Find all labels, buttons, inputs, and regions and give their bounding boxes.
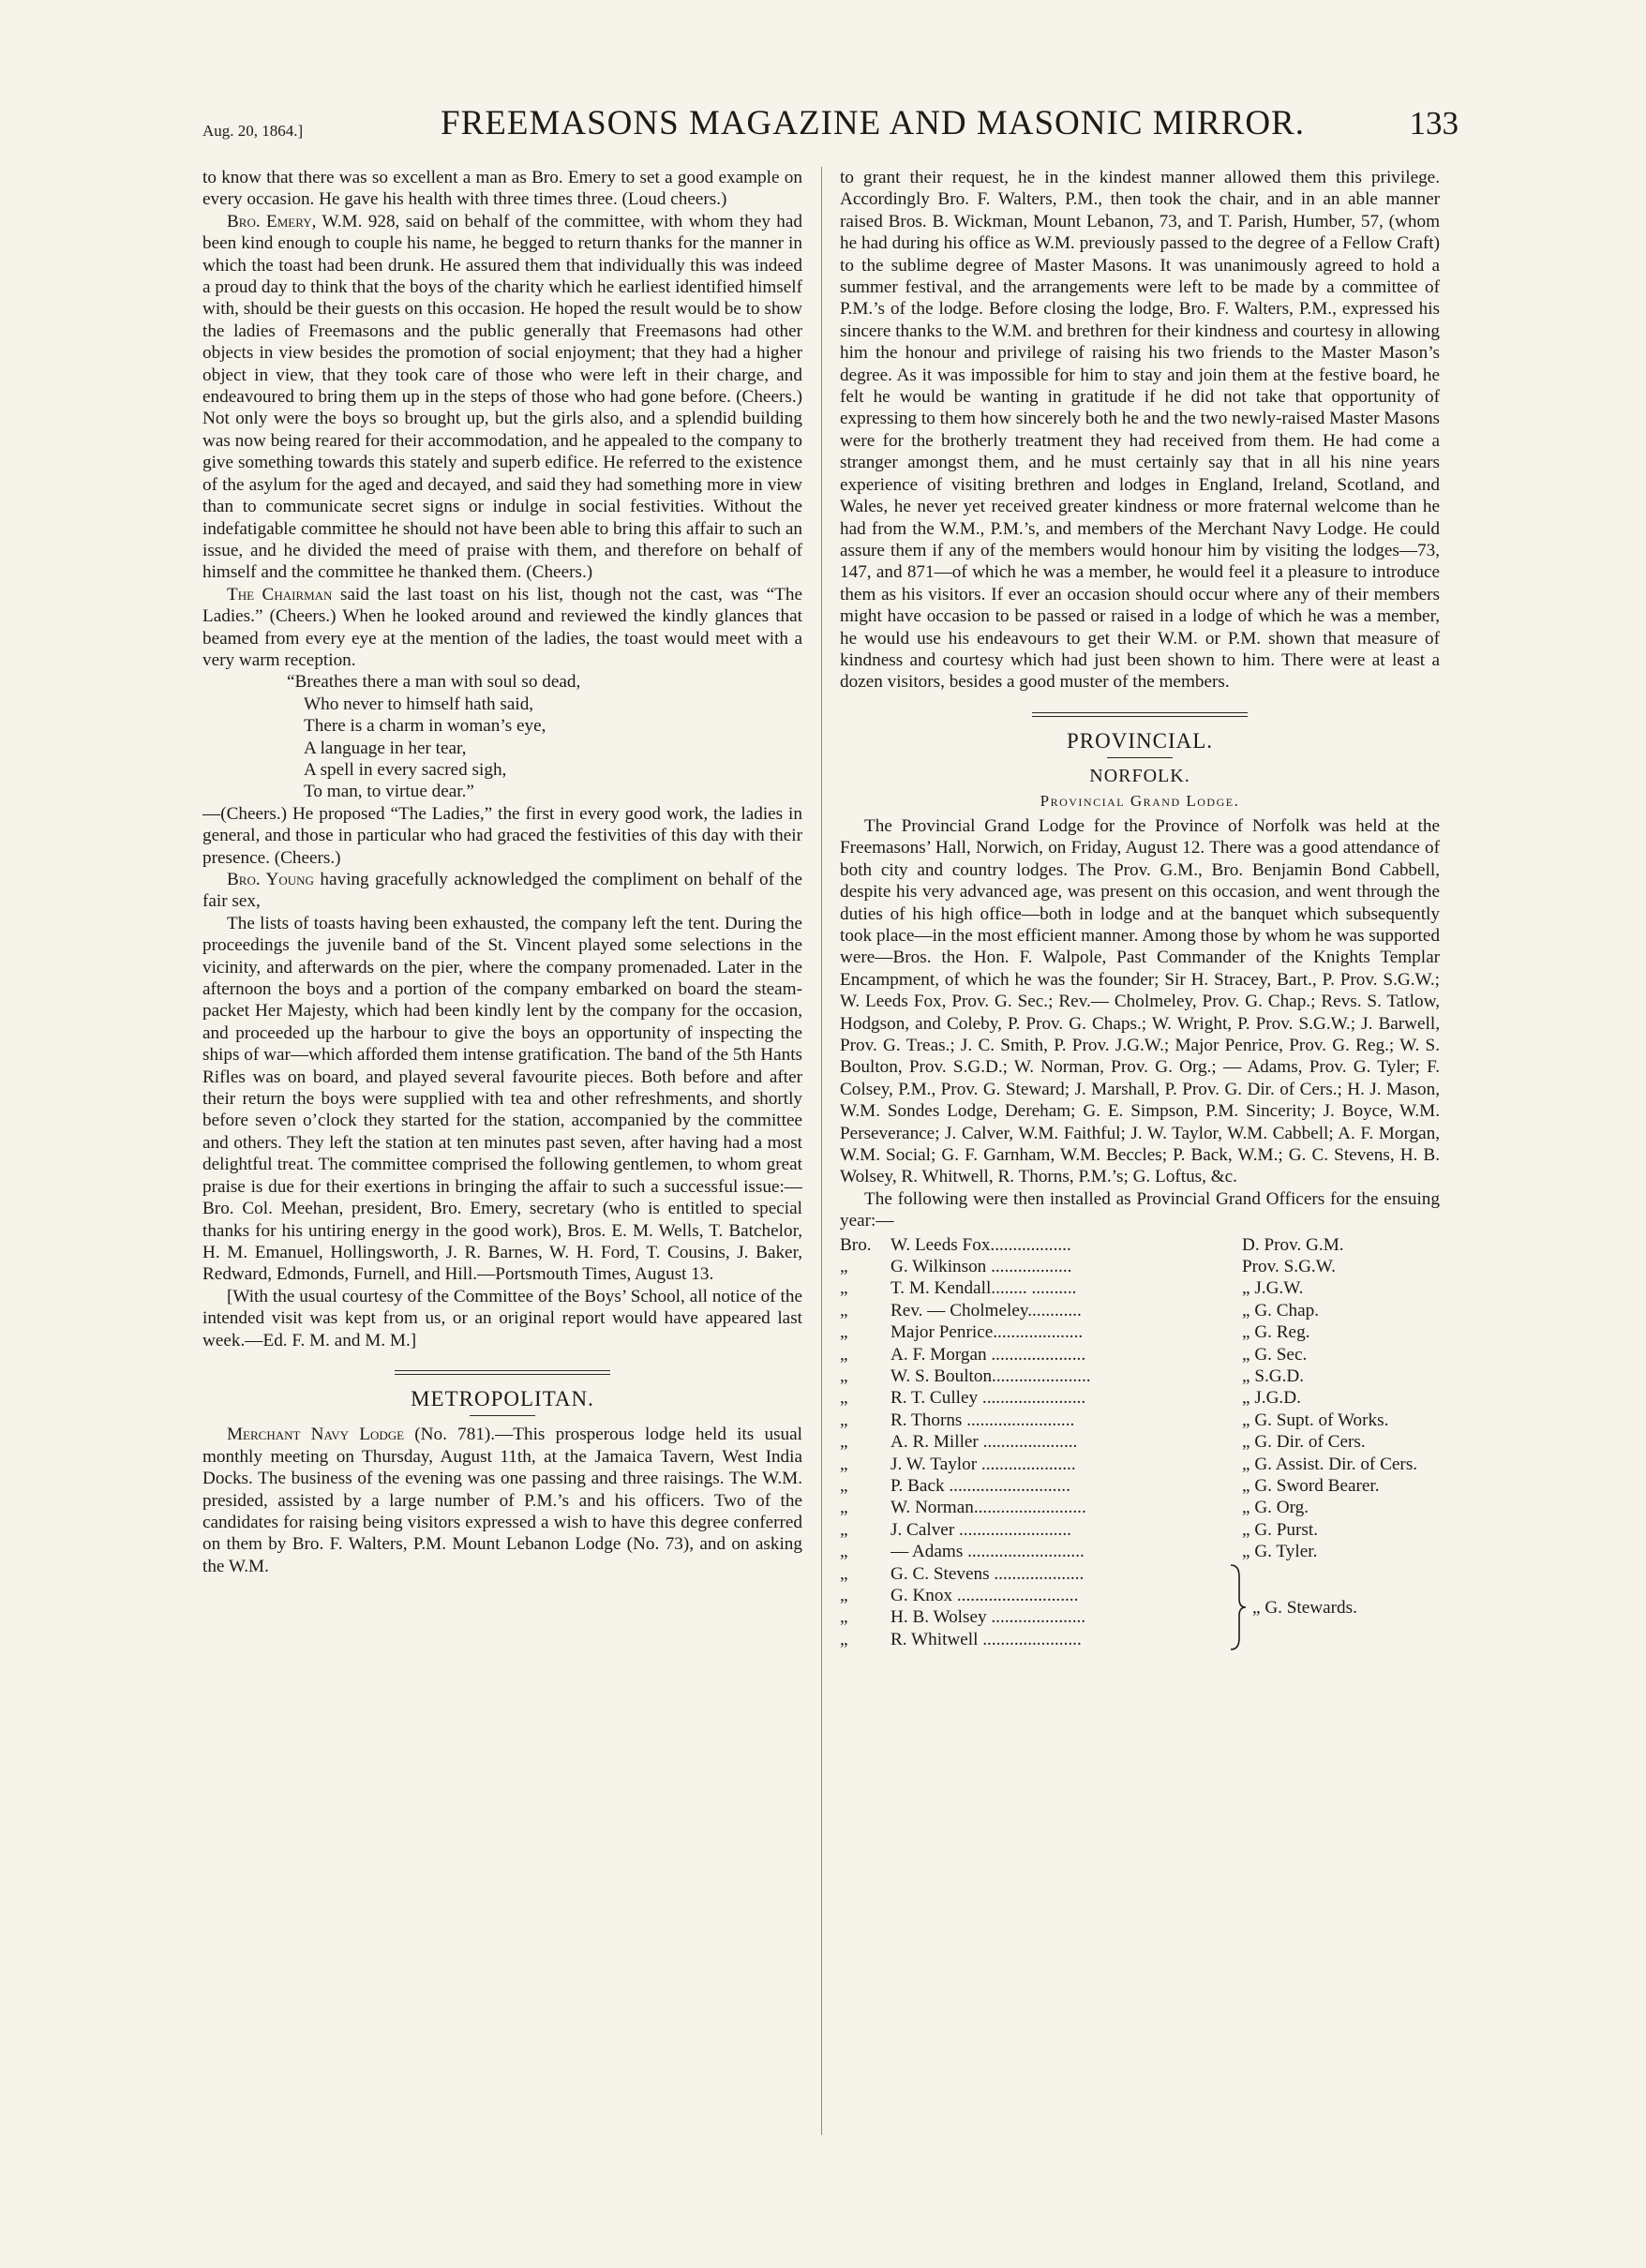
officer-name: Rev. — Cholmeley............ xyxy=(890,1300,1082,1321)
section-heading: METROPOLITAN. xyxy=(411,1386,594,1410)
officer-name: R. Thorns ........................ xyxy=(890,1410,1075,1430)
prefix: „ xyxy=(840,1607,848,1628)
paragraph-text: said the last toast on his list, though not the cast, was “The Ladies.” (Cheers.) When he looked around and reviewed the kindly glances that beamed from every eye at the mention of the ladies, the toast would meet with a very warm reception. xyxy=(202,584,802,670)
officer-name: G. Wilkinson .................. xyxy=(890,1257,1072,1277)
officer-office: „ G. Supt. of Works. xyxy=(1242,1410,1389,1430)
officer-name: J. Calver ......................... xyxy=(890,1519,1071,1540)
prefix: „ xyxy=(840,1498,848,1518)
officer-office: Prov. S.G.W. xyxy=(1242,1257,1336,1277)
paragraph xyxy=(202,584,802,672)
prefix: „ xyxy=(840,1519,848,1540)
issue-date: Aug. 20, 1864.] xyxy=(202,122,304,140)
officer-row xyxy=(840,1431,1440,1453)
officer-row xyxy=(840,1256,1440,1277)
prefix: „ xyxy=(840,1322,848,1343)
officer-name: G. C. Stevens .................... xyxy=(890,1563,1085,1584)
paragraph-text: (No. 781).—This prosperous lodge held its usual monthly meeting on Thursday, August 11th, at the Jamaica Tavern, West India Docks. The business of the evening was one passing and three raisings. The W.M. presided, assisted by a large number of P.M.’s and his officers. Two of the candidates for raising being visitors expressed a wish to have this degree conferred on them by Bro. F. Walters, P.M. Mount Lebanon Lodge (No. 73), and on asking the W.M. xyxy=(202,1425,802,1576)
officer-row xyxy=(840,1541,1440,1562)
verse-line: To man, to virtue dear.” xyxy=(304,782,474,802)
paragraph: The lists of toasts having been exhausted, the company left the tent. During the proceedings the juvenile band of the St. Vincent played some selections in the vicinity, and afterwards on the pier, where the company promenaded. Later in the afternoon the boys and a portion of the company embarked on board the steam-packet Her Majesty, which had been kindly lent by the company for the occasion, and proceeded up the harbour to give the boys an opportunity of inspecting the ships of war—which afforded them intense gratification. The band of the 5th Hants Rifles was on board, and played several favourite pieces. Both before and after their return the boys were supplied with tea and other refreshments, and shortly before seven o’clock they started for the station, accompanied by the committee and others. They left the station at ten minutes past seven, after having had a most delightful treat. The committee comprised the following gentlemen, to whom great praise is due for their exertions in bringing the affair to such a successful issue:—Bro. Col. Meehan, president, Bro. Emery, secretary (who is entitled to special thanks for his untiring energy in the good work), Bros. E. M. Wells, T. Batchelor, H. M. Emanuel, Hollingsworth, J. R. Barnes, W. H. Ford, T. Cousins, J. Baker, Redward, Edmonds, Furnell, and Hill.—Portsmouth Times, August 13. xyxy=(202,913,802,1285)
officer-row xyxy=(840,1563,1440,1585)
officer-office: „ G. Sword Bearer. xyxy=(1242,1475,1380,1496)
officer-name: T. M. Kendall........ .......... xyxy=(890,1278,1077,1299)
prefix: „ xyxy=(840,1542,848,1562)
column-divider xyxy=(821,167,822,2135)
officer-name: — Adams .......................... xyxy=(890,1542,1085,1562)
right-column xyxy=(840,167,1440,1650)
prefix: „ xyxy=(840,1300,848,1321)
prefix: „ xyxy=(840,1410,848,1430)
paragraph xyxy=(202,211,802,584)
paragraph: to grant their request, he in the kindest manner allowed them this privilege. Accordingly Bro. F. Walters, P.M., then took the chair, and in an able manner raised Bros. B. Wickman, Mount Lebanon, 73, and T. Parish, Humber, 57, (whom he had during his office as W.M. previously passed to the degree of a Fellow Craft) to the sublime degree of Master Masons. It was unanimously agreed to hold a summer festival, and the arrangements were left to be made by a committee of P.M.’s of the lodge. Before closing the lodge, Bro. F. Walters, P.M., expressed his sincere thanks to the W.M. and brethren for their kindness and courtesy in allowing him the honour and privilege of raising his two friends to the Master Mason’s degree. As it was impossible for him to stay and join them at the festive board, he felt he would be wanting in gratitude if he did not take that opportunity of expressing to them how sincerely both he and the two newly-raised Master Masons were for the brotherly treatment they had received from them. He had come a stranger amongst them, and he must certainly say that in all his nine years experience of visiting brethren and lodges in England, Ireland, Scotland, and Wales, he never yet received greater kindness or more fraternal welcome than he had from the W.M., P.M.’s, and members of the Merchant Navy Lodge. He could assure them if any of the members would honour him by visiting the lodges—73, 147, and 871—of which he was a member, he would feel it a pleasure to introduce them as his visitors. If ever an occasion should occur where any of their members might have occasion to be passed or raised in a lodge of which he was a member, he would use his endeavours to get their W.M. or P.M. shown that measure of kindness and courtesy which had just been shown to him. There were at least a dozen visitors, besides a good muster of the members. xyxy=(840,168,1440,693)
officer-row xyxy=(840,1387,1440,1409)
officer-name: J. W. Taylor ..................... xyxy=(890,1454,1076,1474)
paragraph-text: having gracefully acknowledged the compliment on behalf of the fair sex, xyxy=(202,870,802,912)
prefix: „ xyxy=(840,1278,848,1299)
officer-office: „ J.G.W. xyxy=(1242,1278,1304,1299)
prefix: „ xyxy=(840,1454,848,1474)
officer-row xyxy=(840,1344,1440,1365)
officer-row xyxy=(840,1365,1440,1387)
officer-office: D. Prov. G.M. xyxy=(1242,1234,1344,1255)
officer-office: „ G. Sec. xyxy=(1242,1344,1308,1365)
stewards-group xyxy=(840,1563,1440,1651)
officer-row xyxy=(840,1321,1440,1343)
paragraph xyxy=(202,1424,802,1577)
officer-row xyxy=(840,1300,1440,1321)
officer-row xyxy=(840,1410,1440,1431)
prefix: „ xyxy=(840,1629,848,1649)
officer-office: „ G. Assist. Dir. of Cers. xyxy=(1242,1454,1418,1474)
short-rule xyxy=(470,1415,535,1416)
speaker-name: Bro. Young xyxy=(227,870,314,889)
prefix: „ xyxy=(840,1388,848,1409)
officer-name: Major Penrice.................... xyxy=(890,1322,1084,1343)
prefix: „ xyxy=(840,1257,848,1277)
short-rule xyxy=(1107,757,1173,758)
paragraph xyxy=(202,869,802,913)
lodge-heading: Provincial Grand Lodge. xyxy=(1040,791,1240,810)
section-rule xyxy=(395,1370,610,1375)
paragraph-text: W.M. 928, said on behalf of the committee, with whom they had been kind enough to couple his name, he begged to return thanks for the manner in which the toast had been drunk. He assured them that individually this was indeed a proud day to think that the boys of the charity which he earliest identified himself with, should be their guests on this occasion. He hoped the result would be to show the ladies of Freemasons and the public generally that Freemasons had other objects in view besides the promotion of social enjoyment; that they had a higher object in view, that they took care of those who were left in their charge, and endeavoured to bring them up in the steps of those who had gone before. (Cheers.) Not only were the boys so brought up, but the girls also, and a splendid building was now being reared for their accommodation, and he appealed to the company to give something towards this stately and superb edifice. He referred to the existence of the asylum for the aged and decayed, and said they had something more in view than to communicate secret signs or indulge in social festivities. Without the indefatigable committee he should not have been able to bring this affair to such an issue, and he divided the meed of praise with them, and therefore on behalf of himself and the committee he thanked them. (Cheers.) xyxy=(202,211,802,583)
verse-line: There is a charm in woman’s eye, xyxy=(304,716,546,737)
verse-line: A spell in every sacred sigh, xyxy=(304,759,507,780)
prefix: „ xyxy=(840,1432,848,1453)
officer-row xyxy=(840,1629,1440,1650)
officer-row xyxy=(840,1475,1440,1497)
poem-verse xyxy=(287,671,802,802)
paragraph: The following were then installed as Provincial Grand Officers for the ensuing year:— xyxy=(840,1188,1440,1231)
paragraph: The Provincial Grand Lodge for the Province of Norfolk was held at the Freemasons’ Hall, Norwich, on Friday, August 12. There was a good attendance of both city and country lodges. The Prov. G.M., Bro. Benjamin Bond Cabbell, despite his very advanced age, was present on this occasion, and went through the duties of his high office—both in lodge and at the banquet which subsequently took place—in the most efficient manner. Among those by whom he was supported were—Bros. the Hon. F. Walpole, Past Commander of the Knights Templar Encampment, of which he was the founder; Sir H. Stracey, Bart., P. Prov. S.G.W.; W. Leeds Fox, Prov. G. Sec.; Rev.— Cholmeley, Prov. G. Chap.; Revs. S. Tatlow, Hodgson, and Coleby, P. Prov. G. Chaps.; W. Wright, P. Prov. S.G.W.; J. Barwell, Prov. G. Treas.; J. C. Smith, P. Prov. J.G.W.; Major Penrice, Prov. G. Reg.; W. S. Boulton, Prov. S.G.D.; W. Norman, Prov. G. Org.; — Adams, Prov. G. Tyler; F. Colsey, P.M., Prov. G. Steward; J. Marshall, P. Prov. G. Dir. of Cers.; H. J. Mason, W.M. Sondes Lodge, Dereham; G. E. Simpson, P.M. Sincerity; J. Boyce, W.M. Perseverance; J. Calver, W.M. Faithful; J. W. Taylor, W.M. Cabbell; A. F. Morgan, W.M. Social; G. F. Garnham, W.M. Beccles; P. Back, W.M.; G. C. Stevens, H. B. Wolsey, R. Whitwell, R. Thorns, P.M.’s; G. Loftus, &c. xyxy=(840,815,1440,1187)
paragraph: —(Cheers.) He proposed “The Ladies,” the first in every good work, the ladies in general, and those in particular who had graced the festivities of this day with their presence. (Cheers.) xyxy=(202,803,802,868)
section-heading: PROVINCIAL. xyxy=(1066,728,1214,753)
officer-name: W. Leeds Fox.................. xyxy=(890,1234,1071,1255)
prefix: „ xyxy=(840,1344,848,1365)
officer-row xyxy=(840,1519,1440,1541)
section-rule xyxy=(1032,712,1248,717)
speaker-name: The Chairman xyxy=(227,584,333,604)
officer-row xyxy=(840,1497,1440,1518)
speaker-name: Bro. Emery, xyxy=(227,211,317,231)
officer-office: „ G. Dir. of Cers. xyxy=(1242,1432,1366,1453)
officer-name: W. Norman......................... xyxy=(890,1498,1086,1518)
officer-list xyxy=(840,1234,1440,1650)
verse-line: “Breathes there a man with soul so dead, xyxy=(287,672,581,693)
officer-name: W. S. Boulton...................... xyxy=(890,1366,1091,1387)
officer-office: „ G. Purst. xyxy=(1242,1519,1319,1540)
verse-line: Who never to himself hath said, xyxy=(304,694,534,714)
officer-name: A. R. Miller ..................... xyxy=(890,1432,1078,1453)
officer-office: „ J.G.D. xyxy=(1242,1388,1301,1409)
prefix: „ xyxy=(840,1563,848,1584)
officer-office: „ G. Org. xyxy=(1242,1498,1309,1518)
officer-name: P. Back ........................... xyxy=(890,1475,1070,1496)
magazine-title: FREEMASONS MAGAZINE AND MASONIC MIRROR. xyxy=(441,104,1305,142)
officer-name: R. T. Culley ....................... xyxy=(890,1388,1086,1409)
editor-note: [With the usual courtesy of the Committee of the Boys’ School, all notice of the intended visit was kept from us, or an original report would have appeared last week.—Ed. F. M. and M. M.] xyxy=(202,1286,802,1350)
officer-name: G. Knox ........................... xyxy=(890,1585,1079,1605)
officer-row xyxy=(840,1277,1440,1299)
officer-office: „ S.G.D. xyxy=(1242,1366,1305,1387)
prefix: „ xyxy=(840,1366,848,1387)
subsection-heading: NORFOLK. xyxy=(1089,766,1190,787)
officer-office: „ G. Reg. xyxy=(1242,1322,1310,1343)
prefix: Bro. xyxy=(840,1234,872,1255)
left-column xyxy=(202,167,802,1577)
stewards-office: „ G. Stewards. xyxy=(1252,1597,1357,1618)
officer-name: H. B. Wolsey ..................... xyxy=(890,1607,1086,1628)
officer-office: „ G. Chap. xyxy=(1242,1300,1320,1321)
officer-office: „ G. Tyler. xyxy=(1242,1542,1318,1562)
prefix: „ xyxy=(840,1475,848,1496)
prefix: „ xyxy=(840,1585,848,1605)
page-header xyxy=(202,103,1459,150)
officer-row xyxy=(840,1234,1440,1256)
officer-name: A. F. Morgan ..................... xyxy=(890,1344,1086,1365)
verse-line: A language in her tear, xyxy=(304,738,467,758)
officer-name: R. Whitwell ...................... xyxy=(890,1629,1082,1649)
paragraph: to know that there was so excellent a man as Bro. Emery to set a good example on every occasion. He gave his health with three times three. (Loud cheers.) xyxy=(202,168,802,210)
page-number: 133 xyxy=(1409,105,1459,142)
lodge-name: Merchant Navy Lodge xyxy=(227,1425,405,1445)
officer-row xyxy=(840,1454,1440,1475)
brace-icon xyxy=(1228,1563,1249,1651)
